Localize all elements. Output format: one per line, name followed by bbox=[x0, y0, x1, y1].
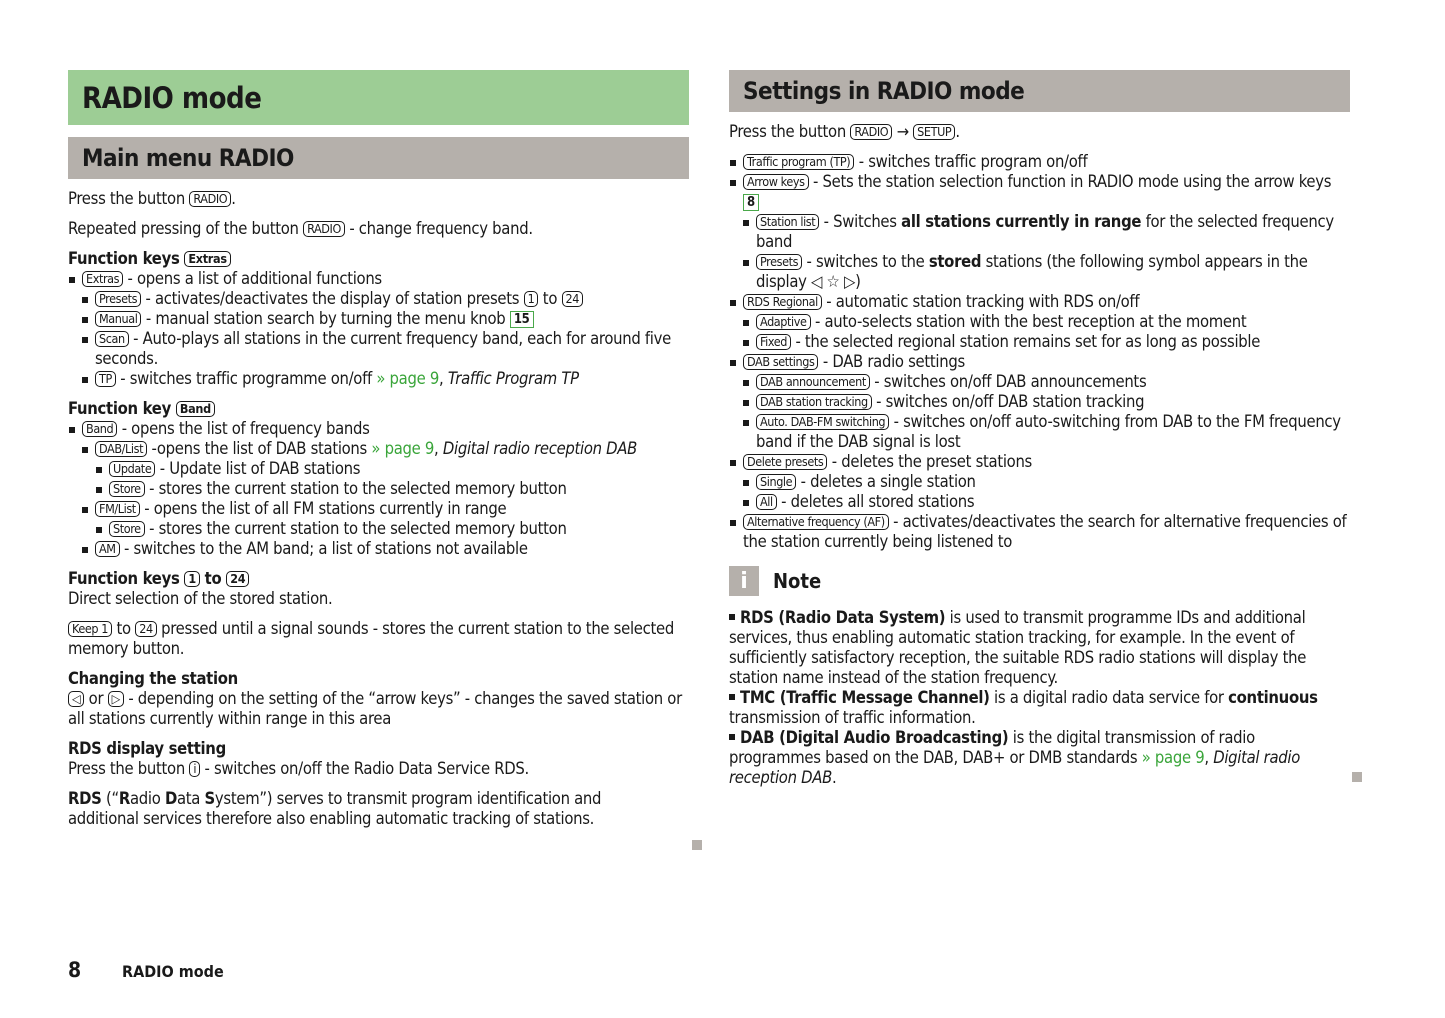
text: is used to transmit programme IDs and additional services, thus enabling automatic station tracking, for example. In the event of sufficiently satisfactory reception, the suitable RDS radio stations will display the station name instead of the station frequency. bbox=[729, 608, 1307, 687]
text: Press the button bbox=[68, 189, 185, 208]
list-item bbox=[68, 369, 689, 389]
info-key-icon: i bbox=[189, 761, 200, 777]
term: RDS (Radio Data System) bbox=[740, 608, 946, 627]
text: ystem”) serves to transmit program identification and additional services therefore also enabling automatic tracking of stations. bbox=[68, 789, 602, 828]
section-end-marker bbox=[1352, 772, 1362, 782]
list-item bbox=[729, 352, 1350, 372]
list-item bbox=[68, 289, 689, 309]
note-rds bbox=[729, 608, 1350, 688]
text: or bbox=[84, 689, 108, 708]
intro-repeat bbox=[68, 219, 689, 239]
auto-dab-fm-key: Auto. DAB-FM switching bbox=[756, 414, 889, 430]
section-title: Settings in RADIO mode bbox=[743, 77, 1025, 105]
item-text: - switches to the bbox=[802, 252, 929, 271]
item-text: - auto-selects station with the best reception at the moment bbox=[810, 312, 1247, 331]
item-text: - switches on/off DAB station tracking bbox=[871, 392, 1145, 411]
page-link[interactable]: » page 9 bbox=[1141, 748, 1205, 767]
keep-description bbox=[68, 619, 689, 659]
footer-chapter: RADIO mode bbox=[122, 962, 224, 981]
note-title: Note bbox=[773, 569, 822, 593]
figure-ref-8: 8 bbox=[743, 194, 759, 211]
rds-regional-key: RDS Regional bbox=[743, 294, 822, 310]
keep-1-key: Keep 1 bbox=[68, 621, 112, 637]
text: to bbox=[199, 569, 227, 588]
note-tmc bbox=[729, 688, 1350, 728]
text: , bbox=[1204, 748, 1214, 767]
band-heading bbox=[68, 399, 689, 419]
arrow-right-key-icon: ▷ bbox=[108, 691, 124, 707]
item-text: - Auto-plays all stations in the current frequency band, each for around five seconds. bbox=[95, 329, 671, 368]
page-link[interactable]: » page 9 bbox=[376, 369, 439, 388]
term: RDS bbox=[68, 789, 102, 808]
item-text: stations (the following symbol appears in the display ◁ ☆ ▷) bbox=[756, 252, 1308, 291]
text: (“ bbox=[101, 789, 119, 808]
item-text: - deletes the preset stations bbox=[827, 452, 1032, 471]
list-item bbox=[729, 492, 1350, 512]
text: adio bbox=[130, 789, 165, 808]
term: DAB (Digital Audio Broadcasting) bbox=[740, 728, 1009, 747]
item-text: - opens a list of additional functions bbox=[123, 269, 382, 288]
list-item bbox=[729, 312, 1350, 332]
scan-key: Scan bbox=[95, 331, 129, 347]
list-item bbox=[729, 512, 1350, 552]
arrow-left-key-icon: ◁ bbox=[68, 691, 84, 707]
item-text: - stores the current station to the selected memory button bbox=[144, 519, 567, 538]
item-text: - switches on/off DAB announcements bbox=[869, 372, 1147, 391]
list-item bbox=[729, 452, 1350, 472]
note-header bbox=[729, 566, 1350, 596]
rds-description bbox=[68, 789, 689, 829]
item-text: - switches traffic program on/off bbox=[854, 152, 1088, 171]
delete-presets-key: Delete presets bbox=[743, 454, 827, 470]
emphasis: continuous bbox=[1228, 688, 1318, 707]
list-item bbox=[68, 329, 689, 369]
preset-24-key: 24 bbox=[562, 291, 584, 307]
item-text: - opens the list of frequency bands bbox=[117, 419, 370, 438]
text: , bbox=[434, 439, 443, 458]
update-key: Update bbox=[109, 461, 155, 477]
section-header-main-menu bbox=[68, 137, 689, 179]
single-key: Single bbox=[756, 474, 796, 490]
item-text: - Sets the station selection function in RADIO mode using the arrow keys bbox=[808, 172, 1332, 191]
text: - switches on/off the Radio Data Service RDS. bbox=[200, 759, 529, 778]
item-text: - DAB radio settings bbox=[818, 352, 965, 371]
item-text: - activates/deactivates the display of station presets bbox=[141, 289, 524, 308]
list-item bbox=[68, 499, 689, 519]
rds-press bbox=[68, 759, 689, 779]
radio-key: RADIO bbox=[850, 124, 892, 140]
extras-key: Extras bbox=[82, 271, 123, 287]
text: to bbox=[112, 619, 136, 638]
text: is a digital radio data service for bbox=[989, 688, 1229, 707]
preset-keys-heading bbox=[68, 569, 689, 589]
list-item bbox=[729, 152, 1350, 172]
heading-text: Function key bbox=[68, 399, 171, 418]
text: Press the button bbox=[68, 759, 185, 778]
list-item bbox=[729, 292, 1350, 312]
list-item bbox=[68, 439, 689, 459]
list-item bbox=[729, 252, 1350, 292]
item-text: - switches to the AM band; a list of stations not available bbox=[119, 539, 528, 558]
presets-key: Presets bbox=[95, 291, 141, 307]
arrow-keys-key: Arrow keys bbox=[743, 174, 809, 190]
item-text: - stores the current station to the selected memory button bbox=[144, 479, 567, 498]
fixed-key: Fixed bbox=[756, 334, 791, 350]
item-text: - the selected regional station remains set for as long as possible bbox=[791, 332, 1261, 351]
text: pressed until a signal sounds - stores the current station to the selected memory button. bbox=[68, 619, 674, 658]
band-list bbox=[68, 419, 689, 559]
all-key: All bbox=[756, 494, 777, 510]
bullet-icon bbox=[729, 694, 735, 700]
list-item bbox=[68, 519, 689, 539]
af-key: Alternative frequency (AF) bbox=[743, 514, 889, 530]
list-item bbox=[729, 332, 1350, 352]
chapter-title: RADIO mode bbox=[82, 80, 262, 115]
item-text: - activates/deactivates the search for alternative frequencies of the station currently being listened to bbox=[743, 512, 1347, 551]
emphasis: all stations currently in range bbox=[901, 212, 1142, 231]
item-text: - manual station search by turning the menu knob bbox=[141, 309, 510, 328]
intro-press bbox=[68, 189, 689, 209]
left-column bbox=[68, 70, 689, 829]
item-text: - switches on/off auto-switching from DAB to the FM frequency band if the DAB signal is lost bbox=[756, 412, 1341, 451]
item-text: - Update list of DAB stations bbox=[155, 459, 361, 478]
preset-24-key: 24 bbox=[135, 621, 157, 637]
list-item bbox=[729, 212, 1350, 252]
heading-text: Function keys bbox=[68, 249, 180, 268]
text: Press the button bbox=[729, 122, 846, 141]
text: transmission of traffic information. bbox=[729, 708, 976, 727]
fm-list-key: FM/List bbox=[95, 501, 140, 517]
list-item bbox=[68, 539, 689, 559]
station-list-key: Station list bbox=[756, 214, 819, 230]
settings-intro bbox=[729, 122, 1350, 142]
section-title: Main menu RADIO bbox=[82, 144, 294, 172]
radio-key: RADIO bbox=[303, 221, 345, 237]
extras-heading bbox=[68, 249, 689, 269]
text: ata bbox=[176, 789, 205, 808]
preset-1-key: 1 bbox=[524, 291, 539, 307]
emphasis: stored bbox=[928, 252, 982, 271]
rds-heading: RDS display setting bbox=[68, 739, 226, 758]
text: - change frequency band. bbox=[344, 219, 533, 238]
item-text: - Switches bbox=[819, 212, 902, 231]
letter: S bbox=[204, 789, 215, 808]
adaptive-key: Adaptive bbox=[756, 314, 811, 330]
item-text: - switches traffic programme on/off bbox=[115, 369, 377, 388]
text: , bbox=[438, 369, 448, 388]
figure-ref-15: 15 bbox=[510, 311, 534, 328]
am-key: AM bbox=[95, 541, 120, 557]
item-text: - opens the list of all FM stations currently in range bbox=[139, 499, 507, 518]
heading-text: Function keys bbox=[68, 569, 180, 588]
cross-ref: Digital radio reception DAB bbox=[442, 439, 638, 458]
changing-heading: Changing the station bbox=[68, 669, 238, 688]
item-text: - automatic station tracking with RDS on/off bbox=[821, 292, 1140, 311]
text: is the digital transmission of radio programmes based on the DAB, DAB+ or DMB standards bbox=[729, 728, 1255, 767]
setup-key: SETUP bbox=[913, 124, 955, 140]
item-text: - deletes all stored stations bbox=[776, 492, 975, 511]
radio-key: RADIO bbox=[189, 191, 231, 207]
preset-description: Direct selection of the stored station. bbox=[68, 589, 333, 608]
text: . bbox=[831, 768, 837, 787]
text: . bbox=[231, 189, 236, 208]
list-item bbox=[729, 392, 1350, 412]
dab-settings-key: DAB settings bbox=[743, 354, 818, 370]
list-item bbox=[729, 412, 1350, 452]
list-item bbox=[729, 172, 1350, 212]
list-item bbox=[68, 309, 689, 329]
store-key: Store bbox=[109, 521, 145, 537]
bullet-icon bbox=[729, 614, 735, 620]
section-header-settings bbox=[729, 70, 1350, 112]
preset-24-key: 24 bbox=[226, 571, 249, 587]
store-key: Store bbox=[109, 481, 145, 497]
item-text: for the selected frequency band bbox=[756, 212, 1334, 251]
item-text: - deletes a single station bbox=[796, 472, 976, 491]
tp-key: Traffic program (TP) bbox=[743, 154, 854, 170]
dab-list-key: DAB/List bbox=[95, 441, 147, 457]
list-item bbox=[68, 419, 689, 439]
list-item bbox=[729, 372, 1350, 392]
list-item bbox=[68, 479, 689, 499]
item-text: -opens the list of DAB stations bbox=[147, 439, 372, 458]
band-key: Band bbox=[82, 421, 117, 437]
bullet-icon bbox=[729, 734, 735, 740]
preset-1-key: 1 bbox=[184, 571, 199, 587]
page-link[interactable]: » page 9 bbox=[371, 439, 435, 458]
note-dab bbox=[729, 728, 1350, 788]
manual-key: Manual bbox=[95, 311, 141, 327]
changing-description bbox=[68, 689, 689, 729]
letter: D bbox=[164, 789, 177, 808]
page-footer bbox=[68, 958, 224, 982]
term: TMC (Traffic Message Channel) bbox=[740, 688, 990, 707]
presets-key: Presets bbox=[756, 254, 802, 270]
list-item bbox=[729, 472, 1350, 492]
extras-key: Extras bbox=[184, 251, 230, 267]
page-number: 8 bbox=[68, 958, 82, 982]
right-column bbox=[729, 70, 1350, 788]
chapter-header bbox=[68, 70, 689, 125]
text: - depending on the setting of the “arrow keys” - changes the saved station or all stations currently within range in this area bbox=[68, 689, 682, 728]
info-icon: i bbox=[729, 566, 759, 596]
extras-list bbox=[68, 269, 689, 389]
letter: R bbox=[118, 789, 130, 808]
band-key: Band bbox=[176, 401, 215, 417]
text: to bbox=[538, 289, 562, 308]
text: . bbox=[955, 122, 960, 141]
arrow-icon: → bbox=[892, 122, 914, 141]
dab-announcement-key: DAB announcement bbox=[756, 374, 870, 390]
list-item bbox=[68, 459, 689, 479]
cross-ref: Digital radio reception DAB bbox=[729, 748, 1300, 787]
list-item bbox=[68, 269, 689, 289]
cross-ref: Traffic Program TP bbox=[447, 369, 579, 388]
tp-key: TP bbox=[95, 371, 116, 387]
dab-station-tracking-key: DAB station tracking bbox=[756, 394, 872, 410]
section-end-marker bbox=[692, 840, 702, 850]
text: Repeated pressing of the button bbox=[68, 219, 299, 238]
settings-list bbox=[729, 152, 1350, 552]
